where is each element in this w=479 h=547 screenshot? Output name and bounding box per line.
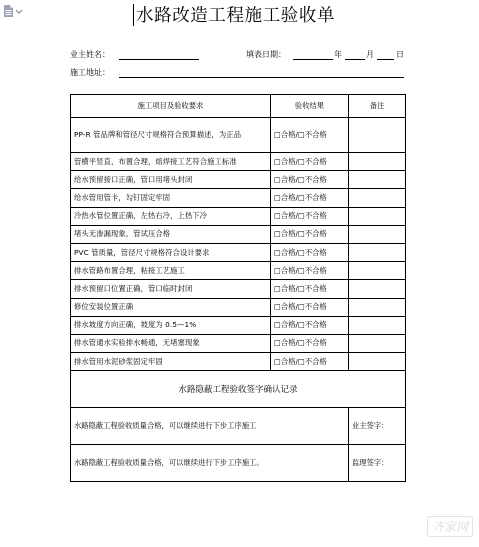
remark-cell[interactable] xyxy=(349,334,406,352)
result-checkbox[interactable]: □合格/□不合格 xyxy=(271,243,349,261)
table-row xyxy=(71,171,406,189)
row-item: 堵头无渗漏现象，管试压合格 xyxy=(71,225,271,243)
text-cursor xyxy=(133,4,134,26)
year-field[interactable] xyxy=(293,59,333,60)
table-row xyxy=(71,225,406,243)
row-item: 管横平竖直，布置合理，熔焊接工艺符合施工标准 xyxy=(71,153,271,171)
table-row xyxy=(71,243,406,261)
header-result: 验收结果 xyxy=(271,95,349,118)
result-checkbox[interactable]: □合格/□不合格 xyxy=(271,189,349,207)
row-item: PVC 管质量，管径尺寸规格符合设计要求 xyxy=(71,243,271,261)
remark-cell[interactable] xyxy=(349,353,406,371)
header-remark: 备注 xyxy=(349,95,406,118)
table-header-row xyxy=(71,95,406,118)
remark-cell[interactable] xyxy=(349,262,406,280)
supervisor-signature-label[interactable]: 监理签字： xyxy=(349,445,406,482)
result-checkbox[interactable]: □合格/□不合格 xyxy=(271,171,349,189)
remark-cell[interactable] xyxy=(349,243,406,261)
table-row xyxy=(71,316,406,334)
watermark-logo: 齐家网 xyxy=(427,516,473,537)
address-label: 施工地址： xyxy=(70,68,110,77)
result-checkbox[interactable]: □合格/□不合格 xyxy=(271,262,349,280)
result-checkbox[interactable]: □合格/□不合格 xyxy=(271,225,349,243)
table-row xyxy=(71,353,406,371)
owner-signature-label[interactable]: 业主签字： xyxy=(349,408,406,445)
section-title: 水路隐蔽工程验收签字确认记录 xyxy=(71,371,406,408)
document-icon[interactable] xyxy=(2,4,24,18)
table-row xyxy=(71,118,406,153)
header-item: 施工项目及验收要求 xyxy=(71,95,271,118)
remark-cell[interactable] xyxy=(349,153,406,171)
result-checkbox[interactable]: □合格/□不合格 xyxy=(271,153,349,171)
signoff-row xyxy=(71,445,406,482)
signoff-text: 水路隐蔽工程验收质量合格，可以继续进行下步工序施工 xyxy=(71,408,349,445)
remark-cell[interactable] xyxy=(349,171,406,189)
result-checkbox[interactable]: □合格/□不合格 xyxy=(271,207,349,225)
row-item: 给水管用管卡，勾钉固定牢固 xyxy=(71,189,271,207)
owner-name-label: 业主姓名： xyxy=(70,50,110,59)
month-label: 月 xyxy=(366,50,374,59)
day-label: 日 xyxy=(396,50,404,59)
signoff-row xyxy=(71,408,406,445)
remark-cell[interactable] xyxy=(349,189,406,207)
table-row xyxy=(71,334,406,352)
remark-cell[interactable] xyxy=(349,118,406,153)
table-row xyxy=(71,189,406,207)
row-item: 给水预留接口正确，管口用堵头封闭 xyxy=(71,171,271,189)
document-title: 水路改造工程施工验收单 xyxy=(136,6,336,26)
result-checkbox[interactable]: □合格/□不合格 xyxy=(271,118,349,153)
fill-date-label: 填表日期： xyxy=(246,50,286,59)
row-item: 排水预留口位置正确，管口临时封闭 xyxy=(71,280,271,298)
owner-name-field[interactable] xyxy=(119,59,199,60)
result-checkbox[interactable]: □合格/□不合格 xyxy=(271,280,349,298)
row-item: 排水坡度方向正确，坡度为 0.5—1% xyxy=(71,316,271,334)
remark-cell[interactable] xyxy=(349,298,406,316)
result-checkbox[interactable]: □合格/□不合格 xyxy=(271,353,349,371)
year-label: 年 xyxy=(334,50,342,59)
row-item: 排水管路布置合理，粘接工艺施工 xyxy=(71,262,271,280)
remark-cell[interactable] xyxy=(349,316,406,334)
month-field[interactable] xyxy=(345,59,365,60)
row-item: 排水管通水实验排水畅通，无堵塞现象 xyxy=(71,334,271,352)
acceptance-table xyxy=(70,94,406,482)
remark-cell[interactable] xyxy=(349,207,406,225)
result-checkbox[interactable]: □合格/□不合格 xyxy=(271,298,349,316)
table-row xyxy=(71,280,406,298)
row-item: PP-R 管品牌和管径尺寸规格符合预算描述，为正品 xyxy=(71,118,271,153)
table-row xyxy=(71,153,406,171)
table-row xyxy=(71,207,406,225)
remark-cell[interactable] xyxy=(349,225,406,243)
row-item: 修位安装位置正确 xyxy=(71,298,271,316)
remark-cell[interactable] xyxy=(349,280,406,298)
section-title-row xyxy=(71,371,406,408)
signoff-text: 水路隐蔽工程验收质量合格，可以继续进行下步工序施工。 xyxy=(71,445,349,482)
address-field[interactable] xyxy=(119,77,404,78)
row-item: 排水管用水泥砂浆固定牢固 xyxy=(71,353,271,371)
result-checkbox[interactable]: □合格/□不合格 xyxy=(271,334,349,352)
table-row xyxy=(71,262,406,280)
result-checkbox[interactable]: □合格/□不合格 xyxy=(271,316,349,334)
table-row xyxy=(71,298,406,316)
row-item: 冷热水管位置正确，左热右冷，上热下冷 xyxy=(71,207,271,225)
day-field[interactable] xyxy=(377,59,394,60)
